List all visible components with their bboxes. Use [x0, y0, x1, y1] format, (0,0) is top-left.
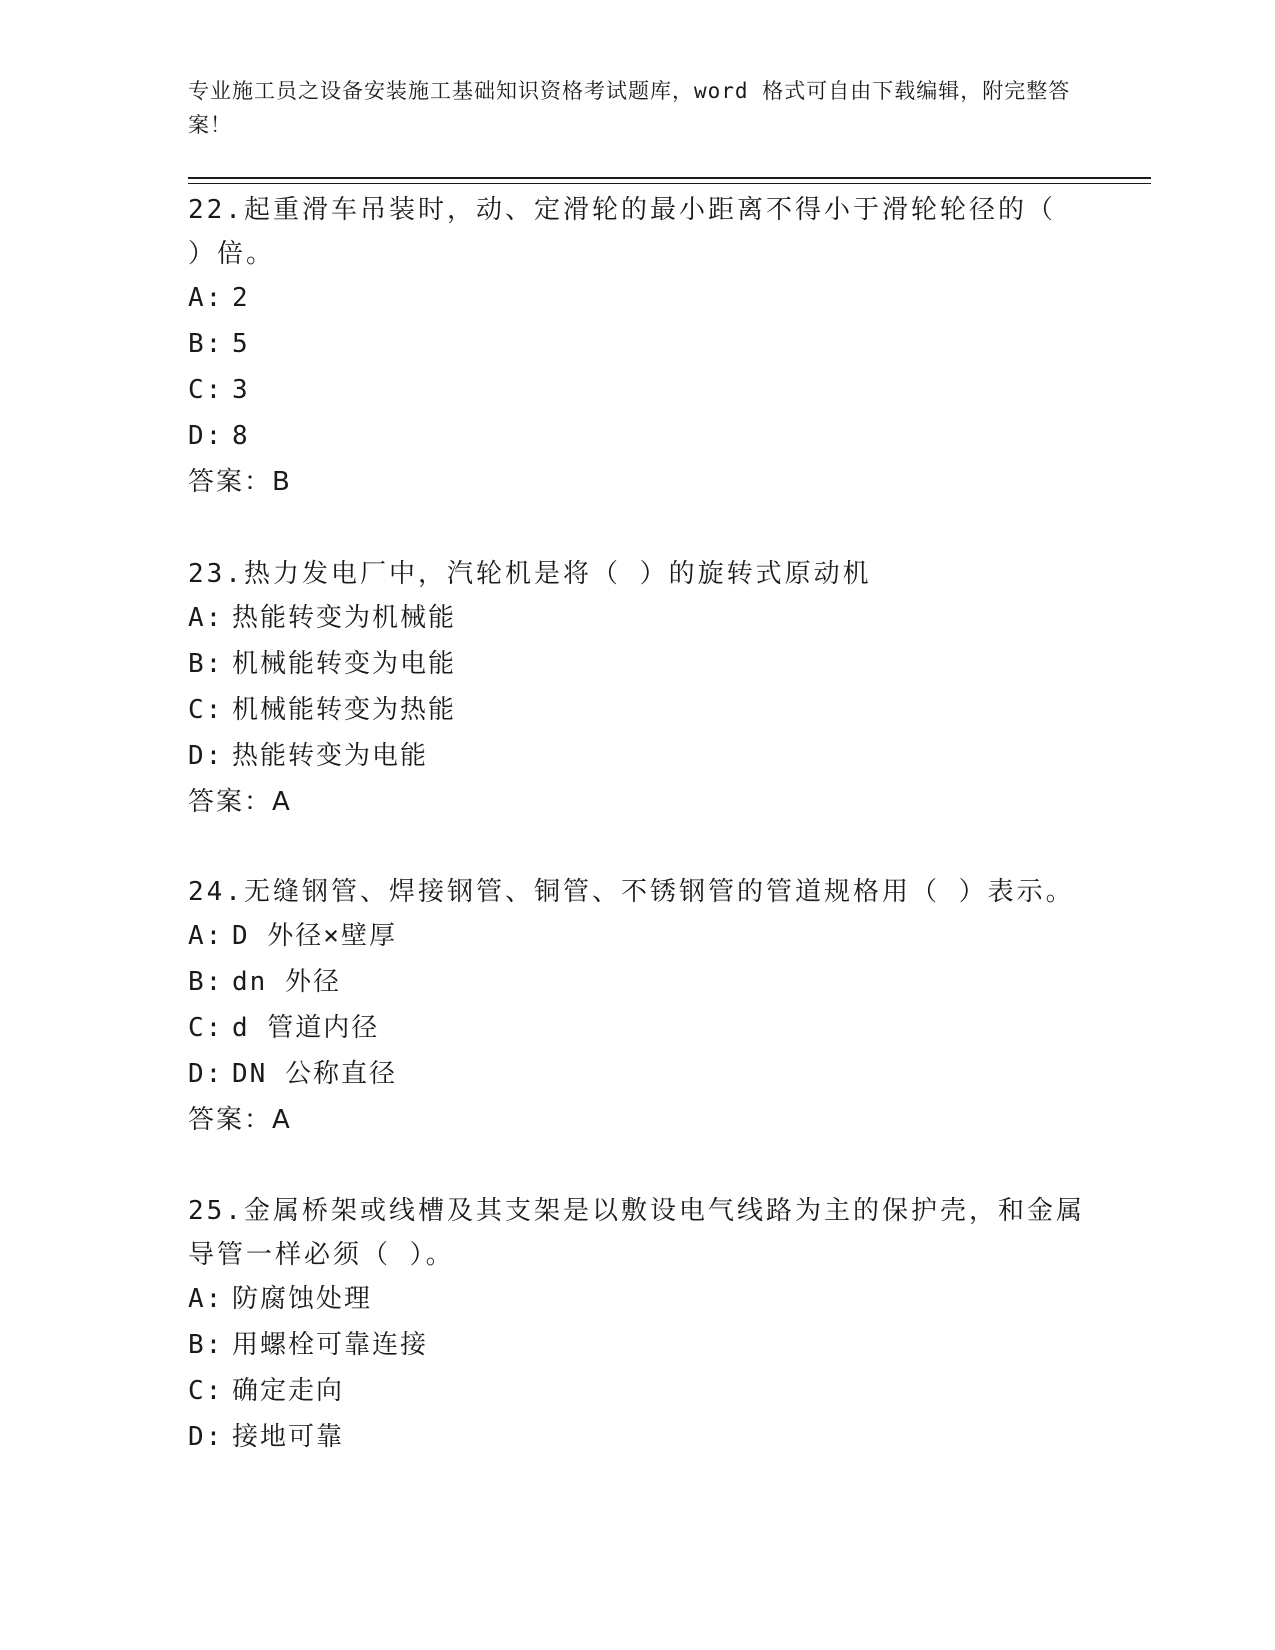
option-text: DN 公称直径 [232, 1059, 397, 1089]
answer-line: 答案：B [188, 467, 292, 497]
option-a [188, 914, 1088, 960]
option-key: B: [188, 967, 224, 997]
option-key: A: [188, 1284, 224, 1314]
header-divider-thin [188, 183, 1151, 184]
option-a [188, 596, 1088, 642]
option-text: 机械能转变为热能 [232, 695, 457, 725]
option-text: 2 [232, 283, 250, 313]
question-text: 24.无缝钢管、焊接钢管、铜管、不锈钢管的管道规格用（ ）表示。 [188, 877, 1075, 907]
answer-line: 答案：A [188, 1105, 292, 1135]
option-key: C: [188, 695, 224, 725]
option-c [188, 368, 1088, 414]
option-key: A: [188, 921, 224, 951]
option-key: D: [188, 1422, 224, 1452]
option-text: 热能转变为电能 [232, 741, 429, 771]
option-b [188, 1323, 1088, 1369]
option-text: 5 [232, 329, 250, 359]
option-text: 热能转变为机械能 [232, 603, 457, 633]
option-d [188, 734, 1088, 780]
option-text: 机械能转变为电能 [232, 649, 457, 679]
question-text: 23.热力发电厂中，汽轮机是将（ ）的旋转式原动机 [188, 559, 872, 589]
option-text: 8 [232, 421, 250, 451]
option-key: B: [188, 329, 224, 359]
question-text: 25.金属桥架或线槽及其支架是以敷设电气线路为主的保护壳，和金属导管一样必须（ ）。 [188, 1196, 1085, 1270]
option-key: C: [188, 375, 224, 405]
option-key: B: [188, 1330, 224, 1360]
option-d [188, 1415, 1088, 1461]
option-b [188, 322, 1088, 368]
option-key: B: [188, 649, 224, 679]
question-25 [188, 1189, 1088, 1461]
option-a [188, 1277, 1088, 1323]
option-text: D 外径×壁厚 [232, 921, 397, 951]
question-23 [188, 552, 1088, 824]
option-key: C: [188, 1013, 224, 1043]
option-text: dn 外径 [232, 967, 341, 997]
option-key: D: [188, 741, 224, 771]
option-key: C: [188, 1376, 224, 1406]
option-c [188, 688, 1088, 734]
option-d [188, 414, 1088, 460]
option-text: d 管道内径 [232, 1013, 380, 1043]
option-text: 3 [232, 375, 250, 405]
option-c [188, 1006, 1088, 1052]
header-divider [188, 177, 1151, 179]
option-text: 防腐蚀处理 [232, 1284, 373, 1314]
option-b [188, 960, 1088, 1006]
option-d [188, 1052, 1088, 1098]
option-text: 用螺栓可靠连接 [232, 1330, 429, 1360]
option-b [188, 642, 1088, 688]
option-c [188, 1369, 1088, 1415]
option-text: 接地可靠 [232, 1422, 345, 1452]
option-key: D: [188, 421, 224, 451]
option-key: A: [188, 283, 224, 313]
option-key: A: [188, 603, 224, 633]
question-24 [188, 870, 1088, 1142]
document-intro: 专业施工员之设备安装施工基础知识资格考试题库，word 格式可自由下载编辑，附完整答案！ [188, 79, 1071, 137]
question-22 [188, 188, 1088, 504]
option-key: D: [188, 1059, 224, 1089]
answer-line: 答案：A [188, 787, 292, 817]
question-text: 22.起重滑车吊装时，动、定滑轮的最小距离不得小于滑轮轮径的（ ）倍。 [188, 195, 1056, 269]
option-a [188, 276, 1088, 322]
option-text: 确定走向 [232, 1376, 345, 1406]
